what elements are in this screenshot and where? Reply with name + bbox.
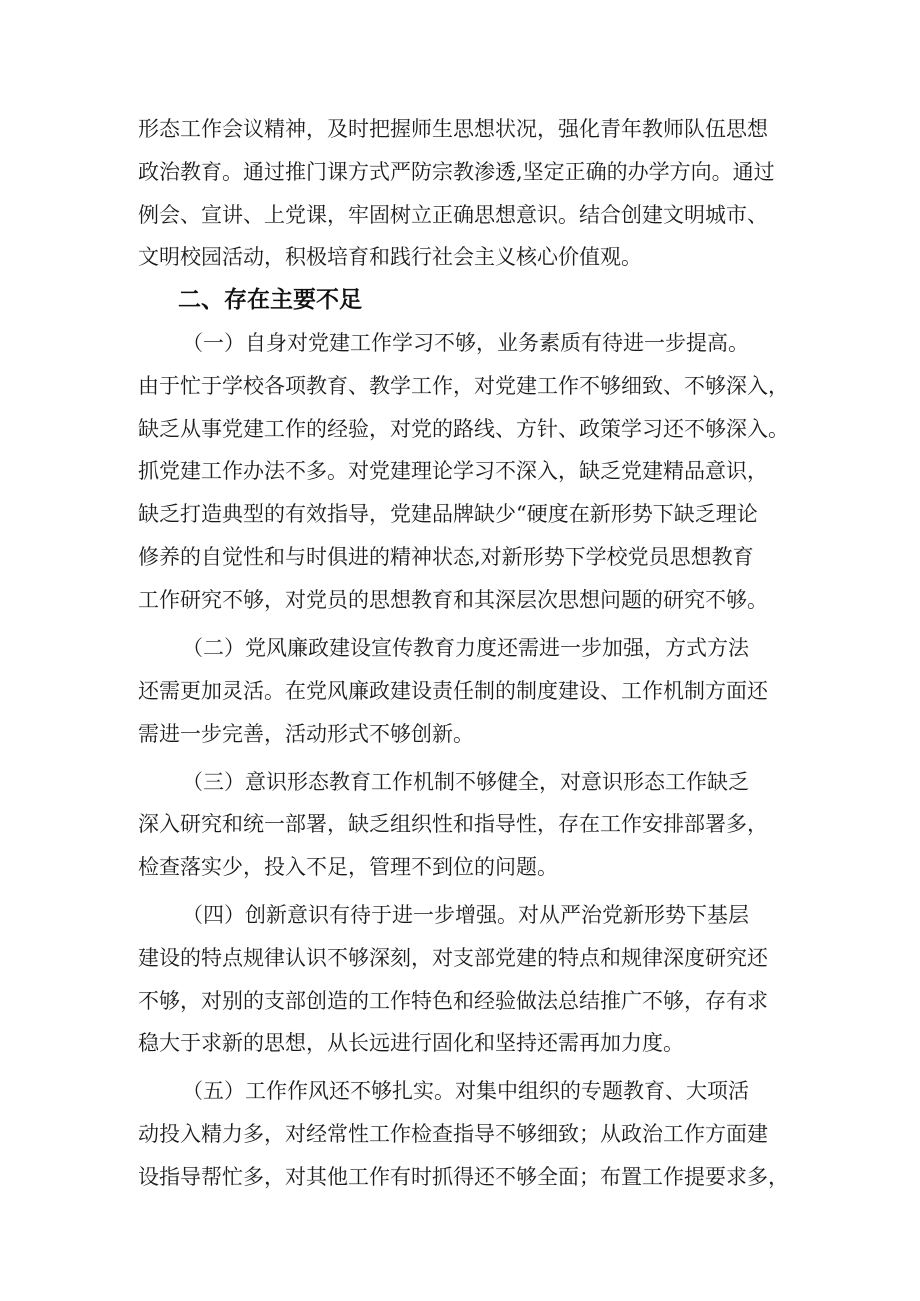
paragraph-line: 需进一步完善，活动形式不够创新。 <box>138 722 474 746</box>
paragraph-line: （三）意识形态教育工作机制不够健全，对意识形态工作缺乏 <box>182 770 749 794</box>
paragraph-line: （一）自身对党建工作学习不够，业务素质有待进一步提高。 <box>182 331 749 355</box>
paragraph-line: 缺乏打造典型的有效指导，党建品牌缺少“硬度在新形势下缺乏理论 <box>138 502 758 526</box>
intro-line: 政治教育。通过推门课方式严防宗教渗透,坚定正确的办学方向。通过 <box>138 160 775 184</box>
paragraph-line: 设指导帮忙多，对其他工作有时抓得还不够全面；布置工作提要求多， <box>138 1165 789 1189</box>
paragraph-line: 稳大于求新的思想，从长远进行固化和坚持还需再加力度。 <box>138 1031 684 1055</box>
intro-line: 例会、宣讲、上党课，牢固树立正确思想意识。结合创建文明城市、 <box>138 203 768 227</box>
paragraph-line: 不够，对别的支部创造的工作特色和经验做法总结推广不够，存有求 <box>138 989 768 1013</box>
section-heading: 二、存在主要不足 <box>178 287 362 313</box>
paragraph-line: （二）党风廉政建设宣传教育力度还需进一步加强，方式方法 <box>182 636 749 660</box>
paragraph-line: （五）工作作风还不够扎实。对集中组织的专题教育、大项活 <box>182 1079 749 1103</box>
paragraph-line: （四）创新意识有待于进一步增强。对从严治党新形势下基层 <box>182 903 749 927</box>
paragraph-line: 工作研究不够，对党员的思想教育和其深层次思想问题的研究不够。 <box>138 588 768 612</box>
paragraph-line: 缺乏从事党建工作的经验，对党的路线、方针、政策学习还不够深入。 <box>138 417 789 441</box>
paragraph-line: 抓党建工作办法不多。对党建理论学习不深入，缺乏党建精品意识， <box>138 459 768 483</box>
intro-line: 文明校园活动，积极培育和践行社会主义核心价值观。 <box>138 245 642 269</box>
paragraph-line: 建设的特点规律认识不够深刻，对支部党建的特点和规律深度研究还 <box>138 946 768 970</box>
paragraph-line: 深入研究和统一部署，缺乏组织性和指导性，存在工作安排部署多， <box>138 812 768 836</box>
paragraph-line: 动投入精力多，对经常性工作检查指导不够细致；从政治工作方面建 <box>138 1122 768 1146</box>
paragraph-line: 还需更加灵活。在党风廉政建设责任制的制度建设、工作机制方面还 <box>138 679 768 703</box>
paragraph-line: 检查落实少，投入不足，管理不到位的问题。 <box>138 855 558 879</box>
paragraph-line: 由于忙于学校各项教育、教学工作，对党建工作不够细致、不够深入， <box>138 374 789 398</box>
paragraph-line: 修养的自觉性和与时俱进的精神状态,对新形势下学校党员思想教育 <box>138 545 754 569</box>
intro-line: 形态工作会议精神，及时把握师生思想状况，强化青年教师队伍思想 <box>138 117 768 141</box>
